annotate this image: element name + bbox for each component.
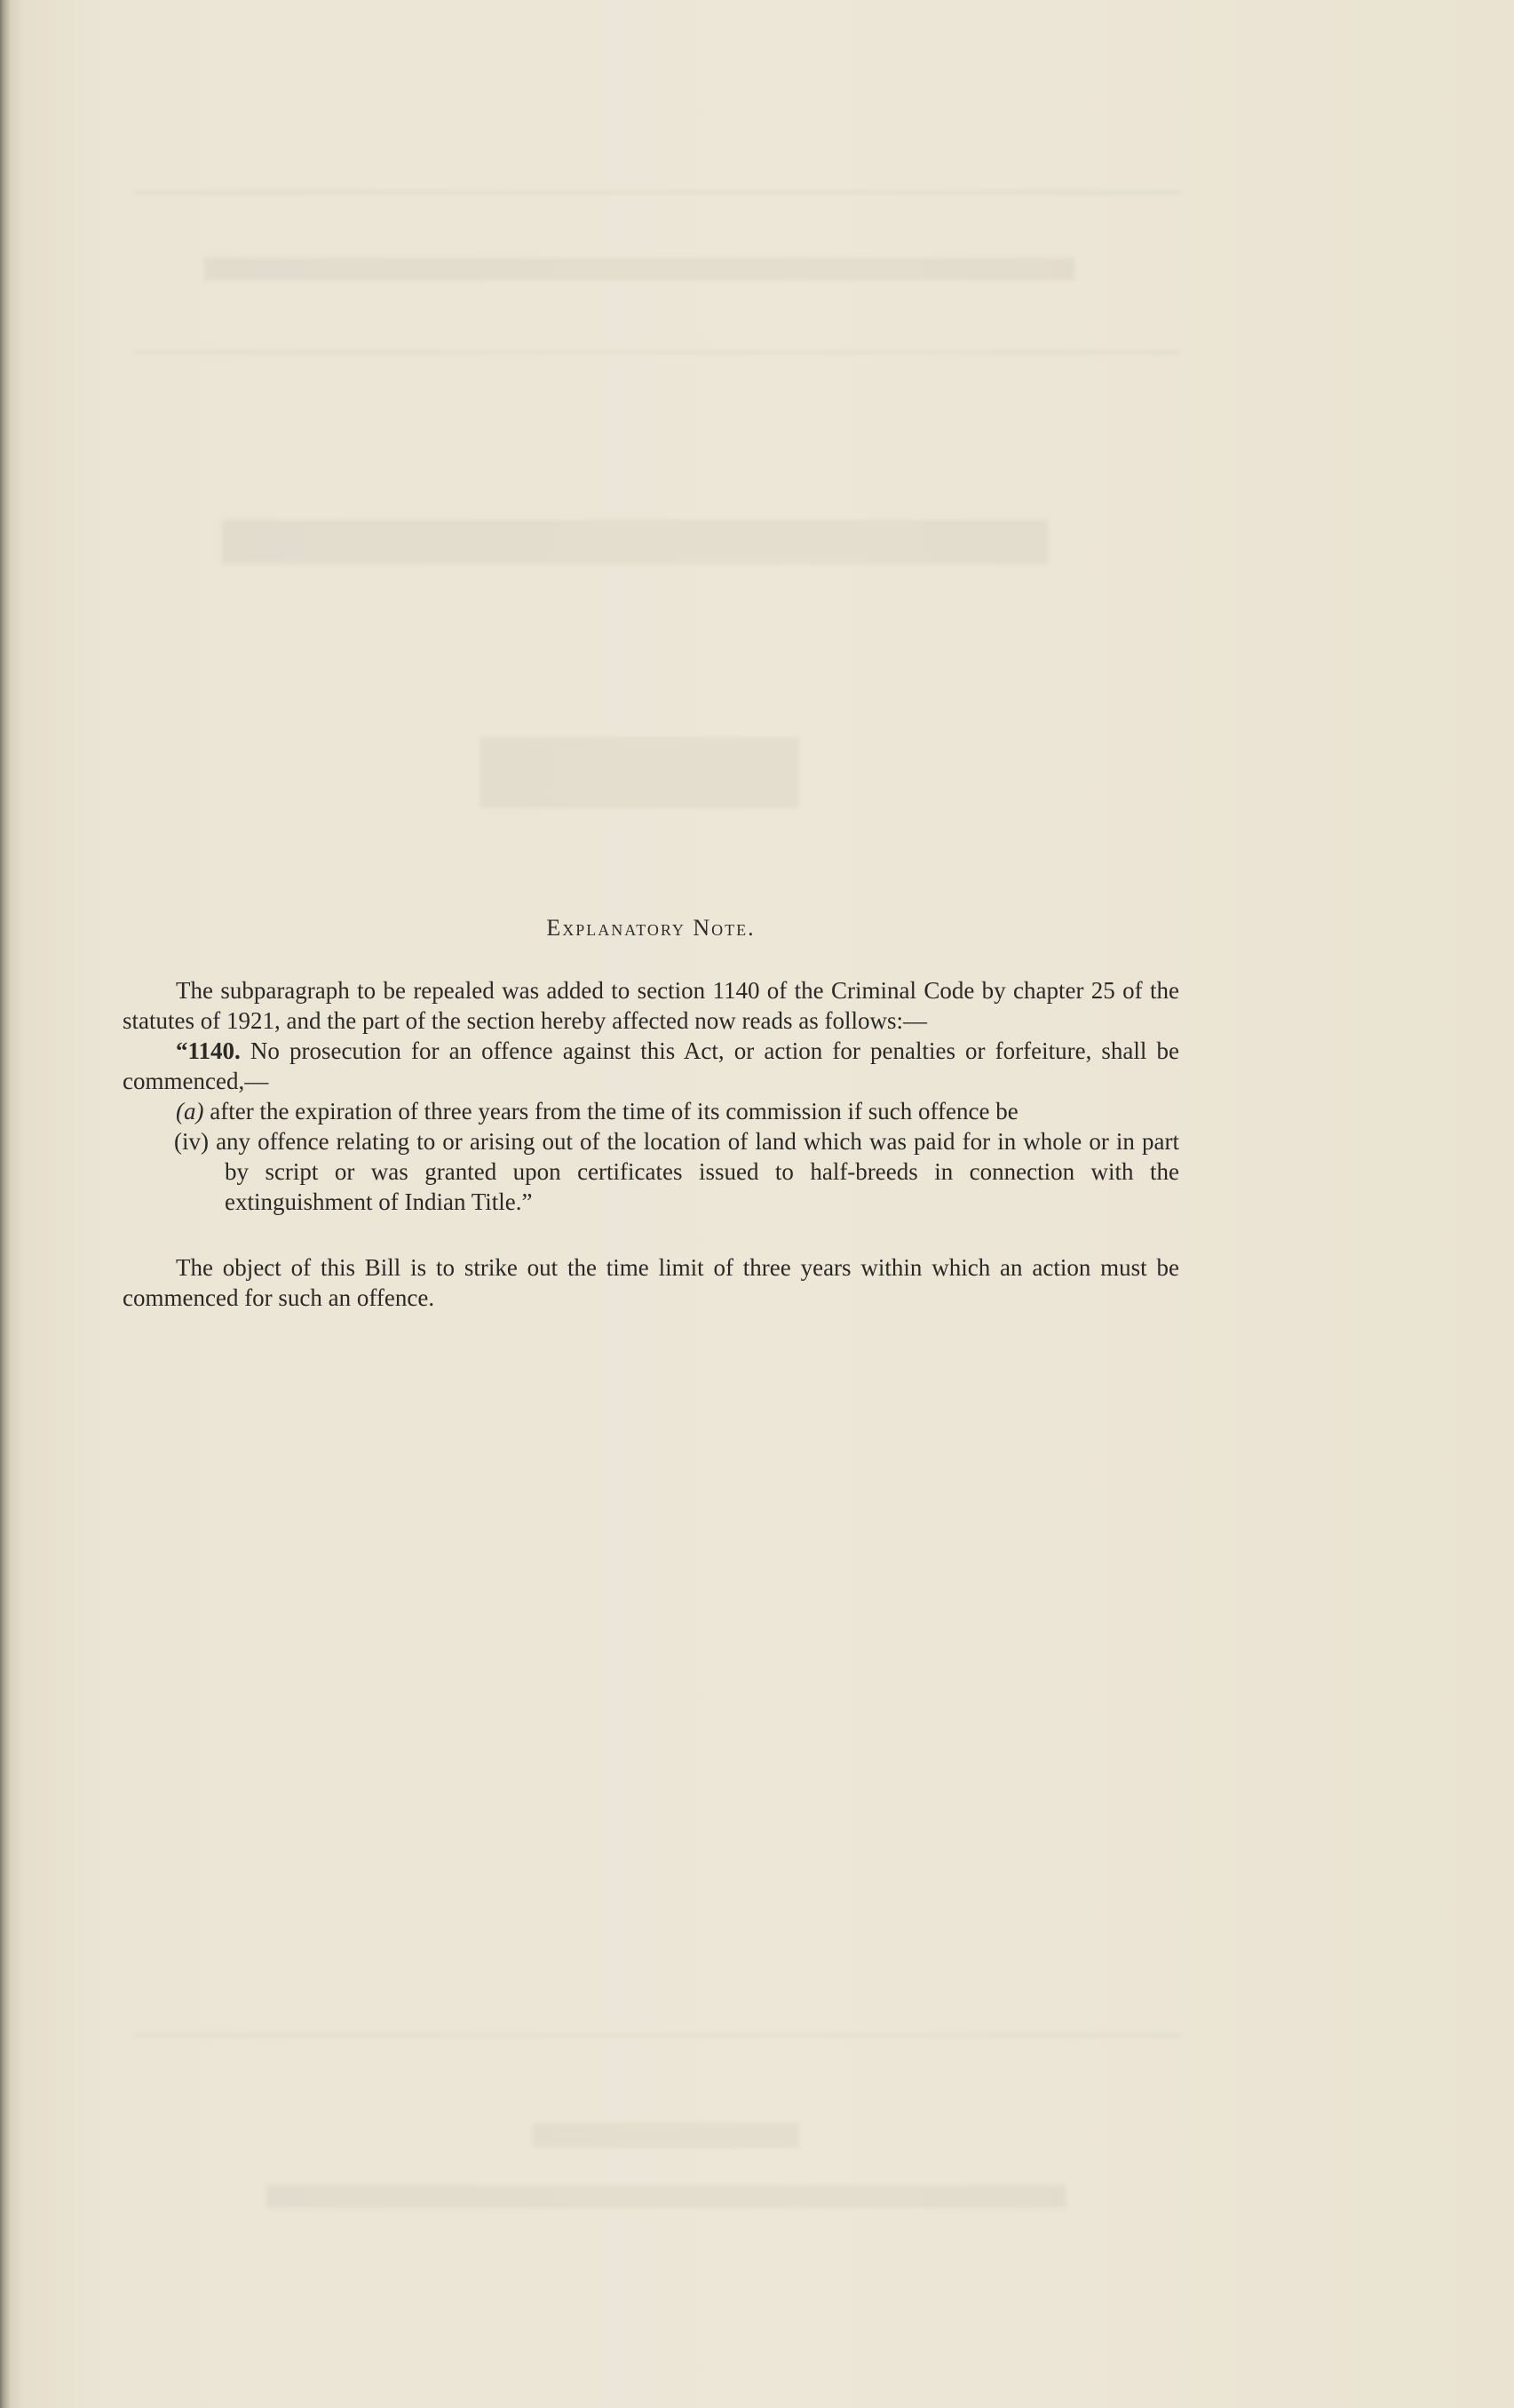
bleed-through-rule (133, 191, 1181, 194)
clause-iv (123, 1126, 1179, 1217)
bleed-through-rule (133, 351, 1181, 354)
clause-a-label: (a) (176, 1098, 204, 1125)
clause-a (123, 1096, 1179, 1126)
object-paragraph: The object of this Bill is to strike out the time limit of three years within which an action must be commenced for such an offence. (123, 1254, 1179, 1311)
bleed-through-block (222, 520, 1048, 564)
bleed-through-block (266, 2185, 1066, 2208)
explanatory-note (123, 915, 1179, 1313)
section-text: No prosecution for an offence against this Act, or action for penalties or forfeiture, shall be commenced,— (123, 1037, 1179, 1094)
clause-a-text: after the expiration of three years from the time of its commission if such offence be (203, 1098, 1019, 1125)
clause-iv-text: any offence relating to or arising out of the location of land which was paid for in whole or in part by script or was granted upon certificates issued to half-breeds in connection with the extinguishment of Indian Title.” (208, 1128, 1179, 1215)
bleed-through-block (480, 737, 799, 808)
quoted-section (123, 1036, 1179, 1096)
section-number: “1140. (176, 1037, 241, 1064)
intro-paragraph: The subparagraph to be repealed was added to section 1140 of the Criminal Code by chapter 25 of the statutes of 1921, and the part of the section hereby affected now reads as follows:— (123, 977, 1179, 1034)
paragraph-gap (123, 1217, 1179, 1252)
note-heading: Explanatory Note. (546, 915, 756, 941)
bleed-through-block (204, 258, 1074, 281)
bleed-through-block (533, 2123, 799, 2148)
bleed-through-rule (133, 2034, 1181, 2037)
clause-iv-label: (iv) (174, 1128, 209, 1155)
